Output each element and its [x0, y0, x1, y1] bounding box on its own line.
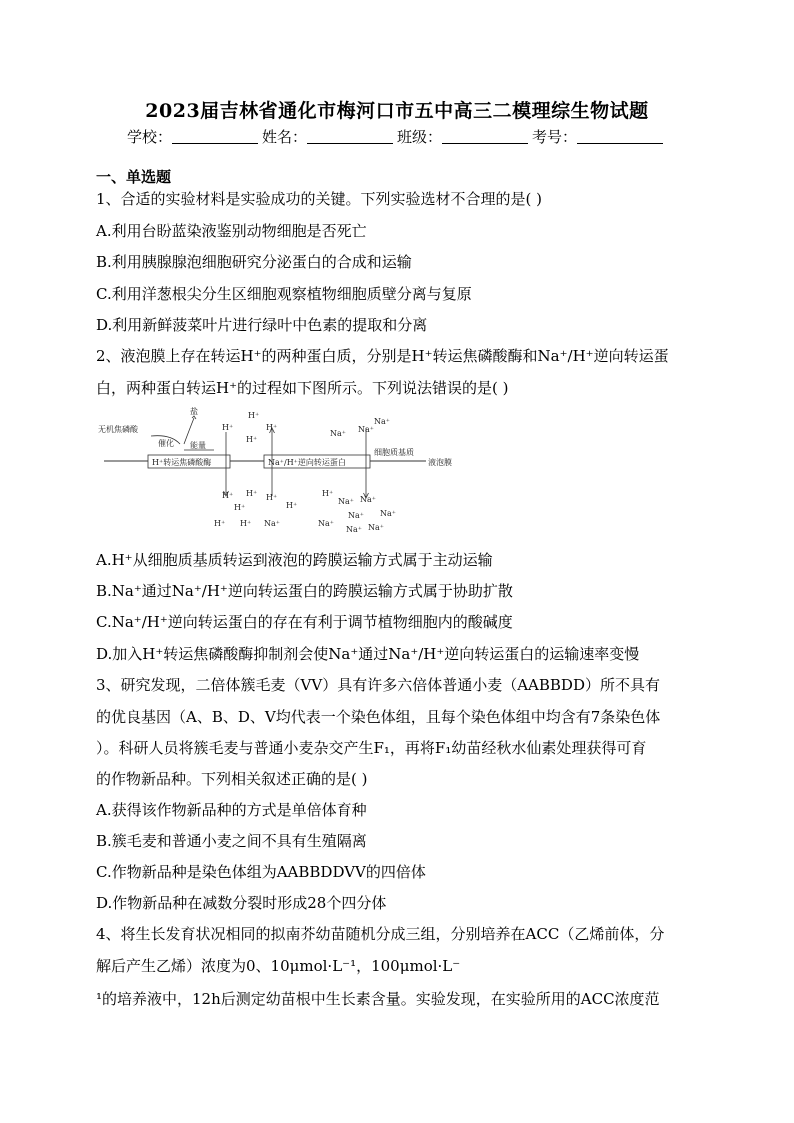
ion-h: H⁺	[246, 489, 258, 498]
q2-stem-line-1: 2、液泡膜上存在转运H⁺的两种蛋白质，分别是H⁺转运焦磷酸酶和Na⁺/H⁺逆向转运蛋	[96, 347, 669, 365]
ion-na: Na⁺	[338, 497, 354, 506]
ion-h: H⁺	[222, 423, 234, 432]
ion-h: H⁺	[286, 501, 298, 510]
class-field[interactable]	[442, 129, 528, 144]
q3-stem-line-1: 3、研究发现，二倍体簇毛麦（VV）具有许多六倍体普通小麦（AABBDD）所不具有	[96, 676, 660, 694]
ion-na: Na⁺	[330, 429, 346, 438]
q1-option-d: D.利用新鲜菠菜叶片进行绿叶中色素的提取和分离	[96, 316, 428, 334]
exam-number-label: 考号：	[532, 128, 578, 146]
name-label: 姓名：	[261, 128, 307, 146]
q3-option-a: A.获得该作物新品种的方式是单倍体育种	[96, 801, 367, 819]
class-label: 班级：	[397, 128, 443, 146]
q3-stem-line-4: 的作物新品种。下列相关叙述正确的是( )	[96, 770, 368, 788]
student-info-row	[0, 126, 794, 147]
q1-option-c: C.利用洋葱根尖分生区细胞观察植物细胞质壁分离与复原	[96, 285, 472, 303]
q2-option-a: A.H⁺从细胞质基质转运到液泡的跨膜运输方式属于主动运输	[96, 551, 493, 569]
ion-na: Na⁺	[368, 523, 384, 532]
q1-stem: 1、合适的实验材料是实验成功的关键。下列实验选材不合理的是( )	[96, 190, 543, 208]
ion-na: Na⁺	[358, 425, 374, 434]
ion-h: H⁺	[246, 435, 258, 444]
ion-h: H⁺	[248, 411, 260, 420]
name-field[interactable]	[307, 129, 393, 144]
ion-na: Na⁺	[346, 525, 362, 534]
ion-h: H⁺	[234, 503, 246, 512]
q4-stem-line-1: 4、将生长发育状况相同的拟南芥幼苗随机分成三组，分别培养在ACC（乙烯前体，分	[96, 925, 665, 943]
q1-option-b: B.利用胰腺腺泡细胞研究分泌蛋白的合成和运输	[96, 253, 412, 271]
ion-na: Na⁺	[374, 417, 390, 426]
q2-stem-line-2: 白，两种蛋白转运H⁺的过程如下图所示。下列说法错误的是( )	[96, 379, 509, 397]
catalysis-label: 催化	[158, 439, 174, 448]
school-label: 学校：	[126, 128, 172, 146]
q4-stem-line-3: ¹的培养液中，12h后测定幼苗根中生长素含量。实验发现，在实验所用的ACC浓度范	[96, 990, 660, 1008]
school-field[interactable]	[172, 129, 258, 144]
energy-label: 能量	[190, 441, 206, 450]
q2-option-c: C.Na⁺/H⁺逆向转运蛋白的存在有利于调节植物细胞内的酸碱度	[96, 613, 513, 631]
page-title: 2023届吉林省通化市梅河口市五中高三二模理综生物试题	[145, 100, 649, 122]
q2-option-b: B.Na⁺通过Na⁺/H⁺逆向转运蛋白的跨膜运输方式属于协助扩散	[96, 582, 513, 600]
antiporter-label: Na⁺/H⁺逆向转运蛋白	[268, 458, 346, 467]
ion-na: Na⁺	[348, 511, 364, 520]
salt-label: 盐	[190, 407, 198, 416]
ion-h: H⁺	[222, 491, 234, 500]
q3-option-c: C.作物新品种是染色体组为AABBDDVV的四倍体	[96, 863, 426, 881]
vacuole-membrane-label: 液泡膜	[428, 458, 452, 467]
pyrophosphate-label: 无机焦磷酸	[98, 425, 138, 434]
ion-na: Na⁺	[360, 495, 376, 504]
ion-na: Na⁺	[264, 519, 280, 528]
ion-h: H⁺	[266, 493, 278, 502]
q3-stem-line-2: 的优良基因（A、B、D、V均代表一个染色体组，且每个染色体组中均含有7条染色体	[96, 708, 661, 726]
ion-h: H⁺	[322, 489, 334, 498]
ion-h: H⁺	[266, 423, 278, 432]
q3-option-d: D.作物新品种在减数分裂时形成28个四分体	[96, 894, 387, 912]
exam-number-field[interactable]	[577, 129, 663, 144]
membrane-transport-diagram	[96, 404, 456, 538]
q4-stem-line-2: 解后产生乙烯）浓度为0、10μmol·L⁻¹，100μmol·L⁻	[96, 957, 461, 975]
pump-label: H⁺转运焦磷酸酶	[152, 458, 212, 467]
q1-option-a: A.利用台盼蓝染液鉴别动物细胞是否死亡	[96, 222, 367, 240]
ion-na: Na⁺	[318, 519, 334, 528]
ion-na: Na⁺	[380, 509, 396, 518]
q3-stem-line-3: ）。科研人员将簇毛麦与普通小麦杂交产生F₁，再将F₁幼苗经秋水仙素处理获得可育	[96, 739, 647, 757]
q3-option-b: B.簇毛麦和普通小麦之间不具有生殖隔离	[96, 832, 367, 850]
q2-option-d: D.加入H⁺转运焦磷酸酶抑制剂会使Na⁺通过Na⁺/H⁺逆向转运蛋白的运输速率变慢	[96, 645, 640, 663]
ion-h: H⁺	[240, 519, 252, 528]
cytosol-label: 细胞质基质	[374, 448, 414, 457]
ion-h: H⁺	[214, 519, 226, 528]
section-heading: 一、单选题	[96, 168, 172, 186]
